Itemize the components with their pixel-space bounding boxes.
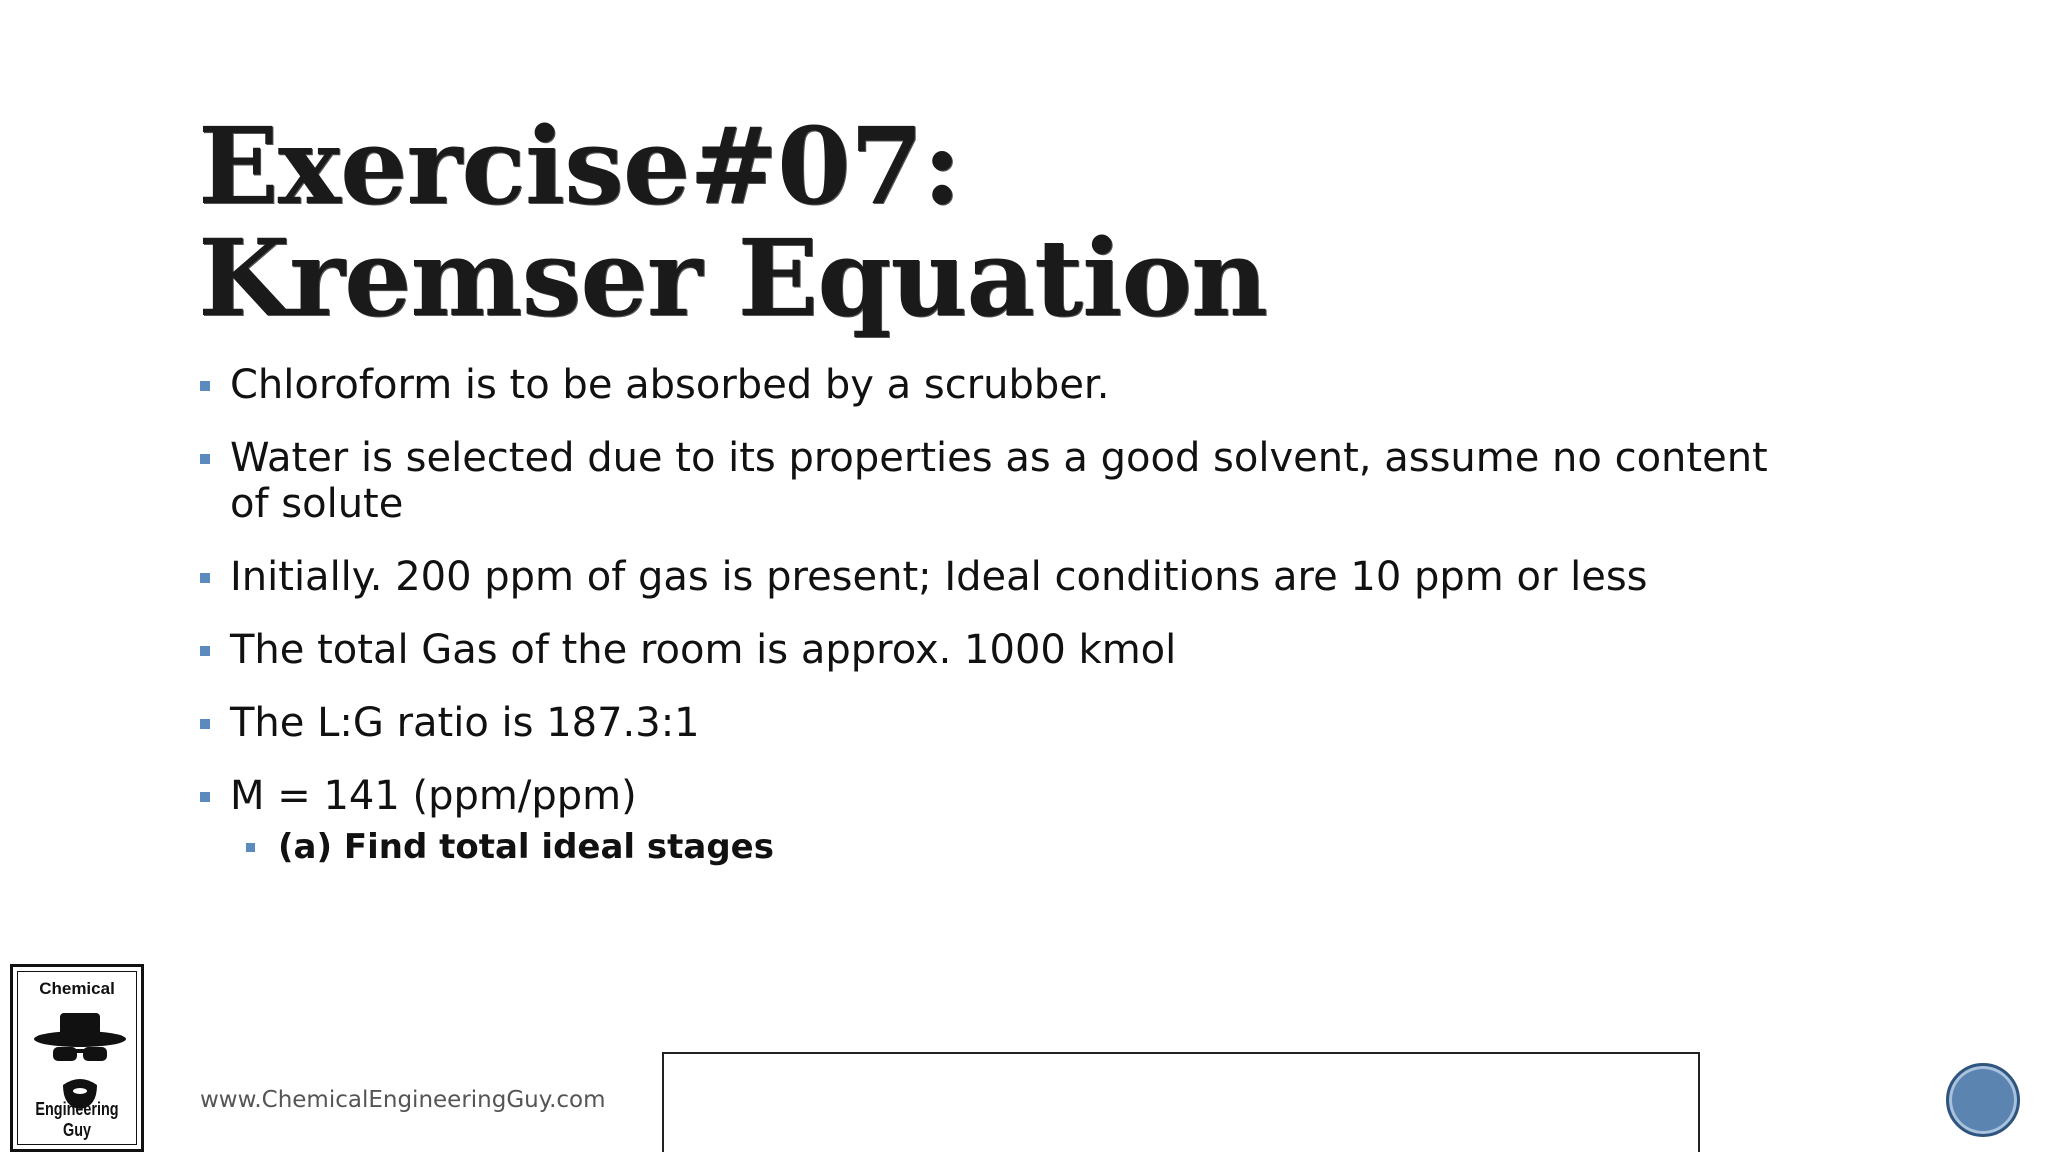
bullet-item — [198, 627, 1798, 673]
title-line-1: Exercise#07: — [198, 103, 961, 228]
bullet-text: Initially. 200 ppm of gas is present; Ideal conditions are 10 ppm or less — [230, 554, 1648, 600]
caption-box — [662, 1052, 1700, 1152]
bullet-text: Chloroform is to be absorbed by a scrubber. — [230, 362, 1110, 408]
sub-bullet-item — [230, 827, 1798, 867]
bullet-item — [198, 435, 1798, 527]
sub-bullet-marker — [246, 843, 255, 852]
bullet-marker — [200, 573, 210, 583]
bullet-item — [198, 700, 1798, 746]
bullet-item — [198, 362, 1798, 408]
logo-bottom-text: Engineering Guy — [35, 1099, 119, 1140]
circle-nav-icon[interactable] — [1946, 1063, 2020, 1137]
bullet-marker — [200, 381, 210, 391]
bullet-marker — [200, 792, 210, 802]
logo-top-text: Chemical — [39, 979, 115, 998]
bullet-text: The total Gas of the room is approx. 1000 kmol — [230, 627, 1177, 673]
bullet-item — [198, 773, 1798, 867]
bullet-marker — [200, 646, 210, 656]
bullet-text: The L:G ratio is 187.3:1 — [230, 700, 700, 746]
slide-title — [198, 103, 1268, 340]
bullet-list — [198, 362, 1798, 894]
title-line-2: Kremser Equation — [198, 215, 1268, 340]
bullet-marker — [200, 719, 210, 729]
brand-logo — [10, 964, 144, 1152]
sub-bullet-text: (a) Find total ideal stages — [278, 827, 774, 867]
bullet-text: Water is selected due to its properties as a good solvent, assume no content of solute — [230, 435, 1768, 527]
bullet-text: M = 141 (ppm/ppm) — [230, 773, 637, 819]
bullet-marker — [200, 454, 210, 464]
website-link[interactable]: www.ChemicalEngineeringGuy.com — [200, 1087, 606, 1113]
sub-bullet-list — [230, 827, 1798, 867]
bullet-item — [198, 554, 1798, 600]
